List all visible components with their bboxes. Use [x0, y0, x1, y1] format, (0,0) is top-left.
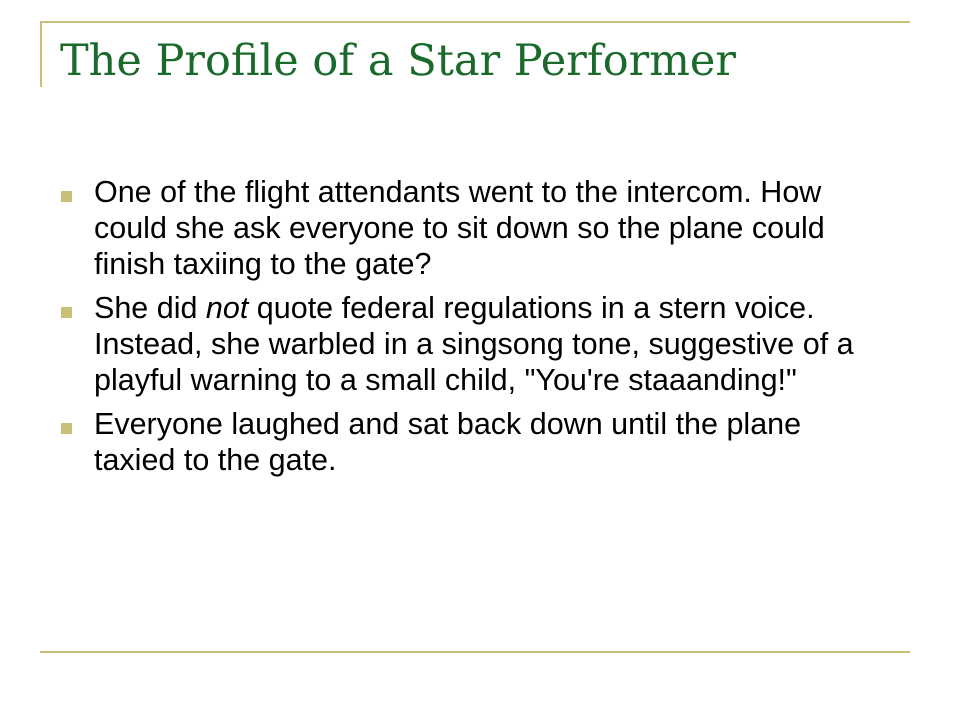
- bullet-text: Everyone laughed and sat back down until the plane taxied to the gate.: [94, 407, 802, 477]
- bullet-item: [60, 290, 880, 398]
- bullet-text-after: quote federal regulations in a stern voice. Instead, she warbled in a singsong tone, suggestive of a playful warning to a small child, "You're staaanding!": [94, 291, 854, 397]
- slide-title: The Profile of a Star Performer: [60, 36, 736, 86]
- bullet-text: One of the flight attendants went to the intercom. How could she ask everyone to sit down so the plane could finish taxiing to the gate?: [94, 175, 825, 281]
- bullet-text-before: She did: [94, 291, 206, 325]
- bottom-accent-rule: [40, 651, 910, 653]
- square-bullet-icon: [61, 423, 72, 434]
- bullet-list: [60, 174, 880, 486]
- bullet-item: [60, 406, 880, 478]
- left-accent-rule: [40, 21, 42, 87]
- square-bullet-icon: [61, 191, 72, 202]
- square-bullet-icon: [61, 307, 72, 318]
- bullet-text: [94, 291, 854, 397]
- top-accent-rule: [40, 21, 910, 23]
- bullet-text-emphasis: not: [205, 291, 249, 325]
- bullet-item: [60, 174, 880, 282]
